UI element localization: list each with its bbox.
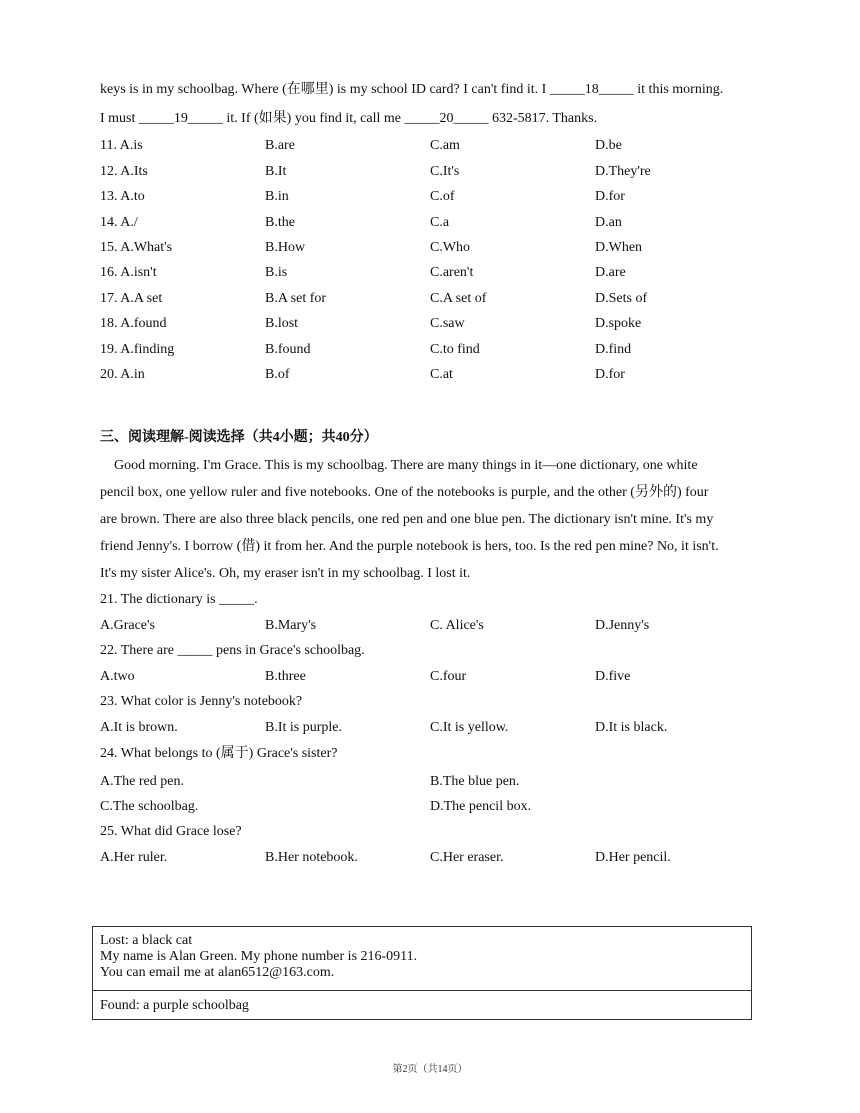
option-b: B.the xyxy=(265,215,295,230)
option-b: B.three xyxy=(265,669,306,684)
option-d: D.find xyxy=(595,342,632,357)
option-a: 15. A.What's xyxy=(100,240,173,255)
option-c: C.am xyxy=(430,138,460,153)
option-b: B.A set for xyxy=(265,291,327,306)
option-d: D.for xyxy=(595,367,625,382)
found-notice-box xyxy=(92,990,752,1020)
option-a: 19. A.finding xyxy=(100,342,175,357)
option-c: C.at xyxy=(430,367,453,382)
cloze-option-row-14 xyxy=(100,214,760,232)
cloze-option-row-20 xyxy=(100,366,760,384)
lost-notice-line: My name is Alan Green. My phone number is 216-0911. xyxy=(100,949,418,964)
option-b: B.of xyxy=(265,367,290,382)
cloze-option-row-12 xyxy=(100,163,760,181)
lost-notice-line: You can email me at alan6512@163.com. xyxy=(100,965,335,980)
option-a: 11. A.is xyxy=(100,138,143,153)
option-b: B.Mary's xyxy=(265,618,317,633)
cloze-option-row-15 xyxy=(100,239,760,257)
option-d: D.Jenny's xyxy=(595,618,650,633)
question-22-options xyxy=(100,668,760,686)
option-c: C.It is yellow. xyxy=(430,720,509,735)
question-25-stem: 25. What did Grace lose? xyxy=(100,824,242,839)
option-a: A.Grace's xyxy=(100,618,155,633)
option-d: D.for xyxy=(595,189,625,204)
option-a: 16. A.isn't xyxy=(100,265,157,280)
option-d: D.The pencil box. xyxy=(430,799,532,814)
option-c: C.aren't xyxy=(430,265,474,280)
option-a: A.Her ruler. xyxy=(100,850,168,865)
option-a: A.two xyxy=(100,669,135,684)
question-23-options xyxy=(100,719,760,737)
page-footer: 第2页（共14页） xyxy=(392,1064,468,1075)
option-c: C.Her eraser. xyxy=(430,850,504,865)
option-d: D.It is black. xyxy=(595,720,668,735)
passage-line: are brown. There are also three black pencils, one red pen and one blue pen. The dictionary isn't mine. It's my xyxy=(100,512,714,527)
lost-notice-line: Lost: a black cat xyxy=(100,933,193,948)
option-c: C.Who xyxy=(430,240,471,255)
passage-line-2: I must _____19_____ it. If (如果) you find it, call me _____20_____ 632-5817. Thanks. xyxy=(100,111,598,126)
question-22-stem: 22. There are _____ pens in Grace's schoolbag. xyxy=(100,643,365,658)
cloze-option-row-19 xyxy=(100,341,760,359)
passage-line: friend Jenny's. I borrow (借) it from her. And the purple notebook is hers, too. Is the red pen mine? No, it isn't. xyxy=(100,539,719,554)
option-b: B.lost xyxy=(265,316,299,331)
option-c: C.A set of xyxy=(430,291,487,306)
cloze-option-row-16 xyxy=(100,264,760,282)
passage-line: pencil box, one yellow ruler and five notebooks. One of the notebooks is purple, and the other (另外的) four xyxy=(100,485,709,500)
option-d: D.spoke xyxy=(595,316,642,331)
option-c: C.saw xyxy=(430,316,465,331)
option-d: D.When xyxy=(595,240,643,255)
found-notice-line: Found: a purple schoolbag xyxy=(100,998,249,1013)
cloze-option-row-18 xyxy=(100,315,760,333)
option-c: C. Alice's xyxy=(430,618,484,633)
option-d: D.are xyxy=(595,265,626,280)
question-21-stem: 21. The dictionary is _____. xyxy=(100,592,258,607)
option-d: D.They're xyxy=(595,164,651,179)
question-24-options-row-2 xyxy=(100,798,760,816)
option-b: B.It xyxy=(265,164,287,179)
option-a: 17. A.A set xyxy=(100,291,163,306)
option-c: C.a xyxy=(430,215,450,230)
option-b: B.in xyxy=(265,189,289,204)
cloze-option-row-17 xyxy=(100,290,760,308)
option-b: B.The blue pen. xyxy=(430,774,520,789)
option-c: C.It's xyxy=(430,164,460,179)
reading-passage xyxy=(100,452,760,587)
passage-line: Good morning. I'm Grace. This is my schoolbag. There are many things in it—one dictionary, one white xyxy=(114,458,698,473)
question-24-stem: 24. What belongs to (属于) Grace's sister? xyxy=(100,746,338,761)
option-b: B.Her notebook. xyxy=(265,850,358,865)
lost-notice-box xyxy=(92,926,752,990)
option-c: C.to find xyxy=(430,342,480,357)
question-23-stem: 23. What color is Jenny's notebook? xyxy=(100,694,303,709)
option-a: 12. A.Its xyxy=(100,164,148,179)
option-a: A.It is brown. xyxy=(100,720,178,735)
option-c: C.The schoolbag. xyxy=(100,799,199,814)
passage-line-1: keys is in my schoolbag. Where (在哪里) is my school ID card? I can't find it. I _____18_____ it this morning. xyxy=(100,82,724,97)
cloze-option-row-13 xyxy=(100,188,760,206)
option-a: 14. A./ xyxy=(100,215,138,230)
option-b: B.is xyxy=(265,265,288,280)
option-d: D.five xyxy=(595,669,631,684)
option-b: B.are xyxy=(265,138,295,153)
question-25-options xyxy=(100,849,760,867)
option-a: 20. A.in xyxy=(100,367,145,382)
option-d: D.be xyxy=(595,138,622,153)
question-21-options xyxy=(100,617,760,635)
option-d: D.Her pencil. xyxy=(595,850,671,865)
option-b: B.How xyxy=(265,240,306,255)
option-b: B.It is purple. xyxy=(265,720,342,735)
passage-line: It's my sister Alice's. Oh, my eraser isn't in my schoolbag. I lost it. xyxy=(100,566,471,581)
option-b: B.found xyxy=(265,342,311,357)
cloze-option-row-11 xyxy=(100,137,760,155)
question-24-options-row-1 xyxy=(100,773,760,791)
section-heading: 三、阅读理解-阅读选择（共4小题；共40分） xyxy=(100,430,378,445)
option-a: 13. A.to xyxy=(100,189,145,204)
option-c: C.four xyxy=(430,669,467,684)
option-a: A.The red pen. xyxy=(100,774,184,789)
option-d: D.an xyxy=(595,215,622,230)
option-d: D.Sets of xyxy=(595,291,648,306)
option-c: C.of xyxy=(430,189,455,204)
option-a: 18. A.found xyxy=(100,316,167,331)
